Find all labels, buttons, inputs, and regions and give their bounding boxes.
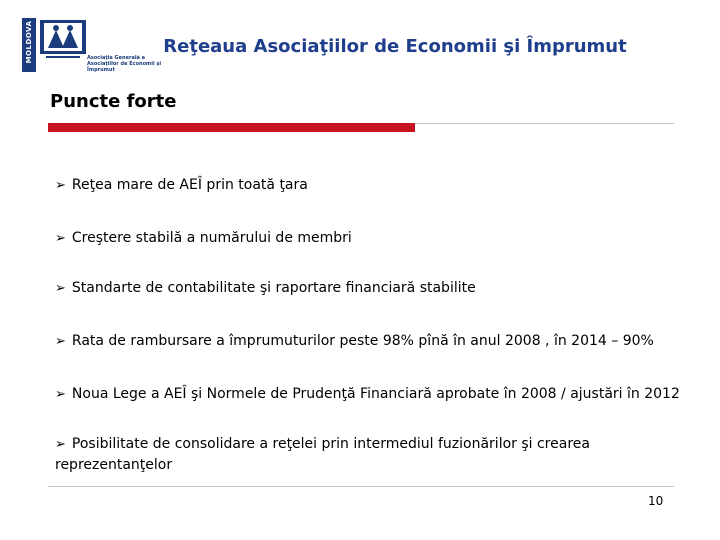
slide-heading: Puncte forte [50, 91, 177, 112]
logo [22, 18, 162, 73]
bullet-item: ➢ Rata de rambursare a împrumuturilor peste 98% pînă în anul 2008 , în 2014 – 90% [55, 333, 654, 349]
bullet-item: ➢ Creştere stabilă a numărului de membri [55, 230, 352, 246]
heading-accent-bar [48, 123, 415, 132]
savings-association-logo-icon [38, 18, 90, 72]
arrow-bullet-icon: ➢ [55, 334, 66, 349]
bullet-item: ➢ Standarte de contabilitate şi raportare financiară stabilite [55, 280, 476, 296]
arrow-bullet-icon: ➢ [55, 231, 66, 246]
header-title: Reţeaua Asociaţiilor de Economii şi Împrumut [163, 36, 627, 57]
footer-divider [48, 486, 674, 487]
arrow-bullet-icon: ➢ [55, 178, 66, 193]
arrow-bullet-icon: ➢ [55, 281, 66, 296]
page-number: 10 [648, 494, 664, 508]
arrow-bullet-icon: ➢ [55, 387, 66, 402]
bullet-item: ➢ Reţea mare de AEÎ prin toată ţara [55, 177, 308, 193]
logo-vertical-band [22, 18, 36, 72]
bullet-item: ➢ Noua Lege a AEÎ şi Normele de Prudenţă Financiară aprobate în 2008 / ajustări în 2012 [55, 386, 680, 402]
arrow-bullet-icon: ➢ [55, 437, 66, 452]
bullet-item: ➢ Posibilitate de consolidare a reţelei prin intermediul fuzionărilor şi crearea reprezentanţelor [55, 436, 590, 473]
logo-vertical-text: MOLDOVA [25, 20, 33, 64]
logo-caption: Asociaţia Generală a Asociaţiilor de Economii şi Împrumut [87, 55, 162, 73]
